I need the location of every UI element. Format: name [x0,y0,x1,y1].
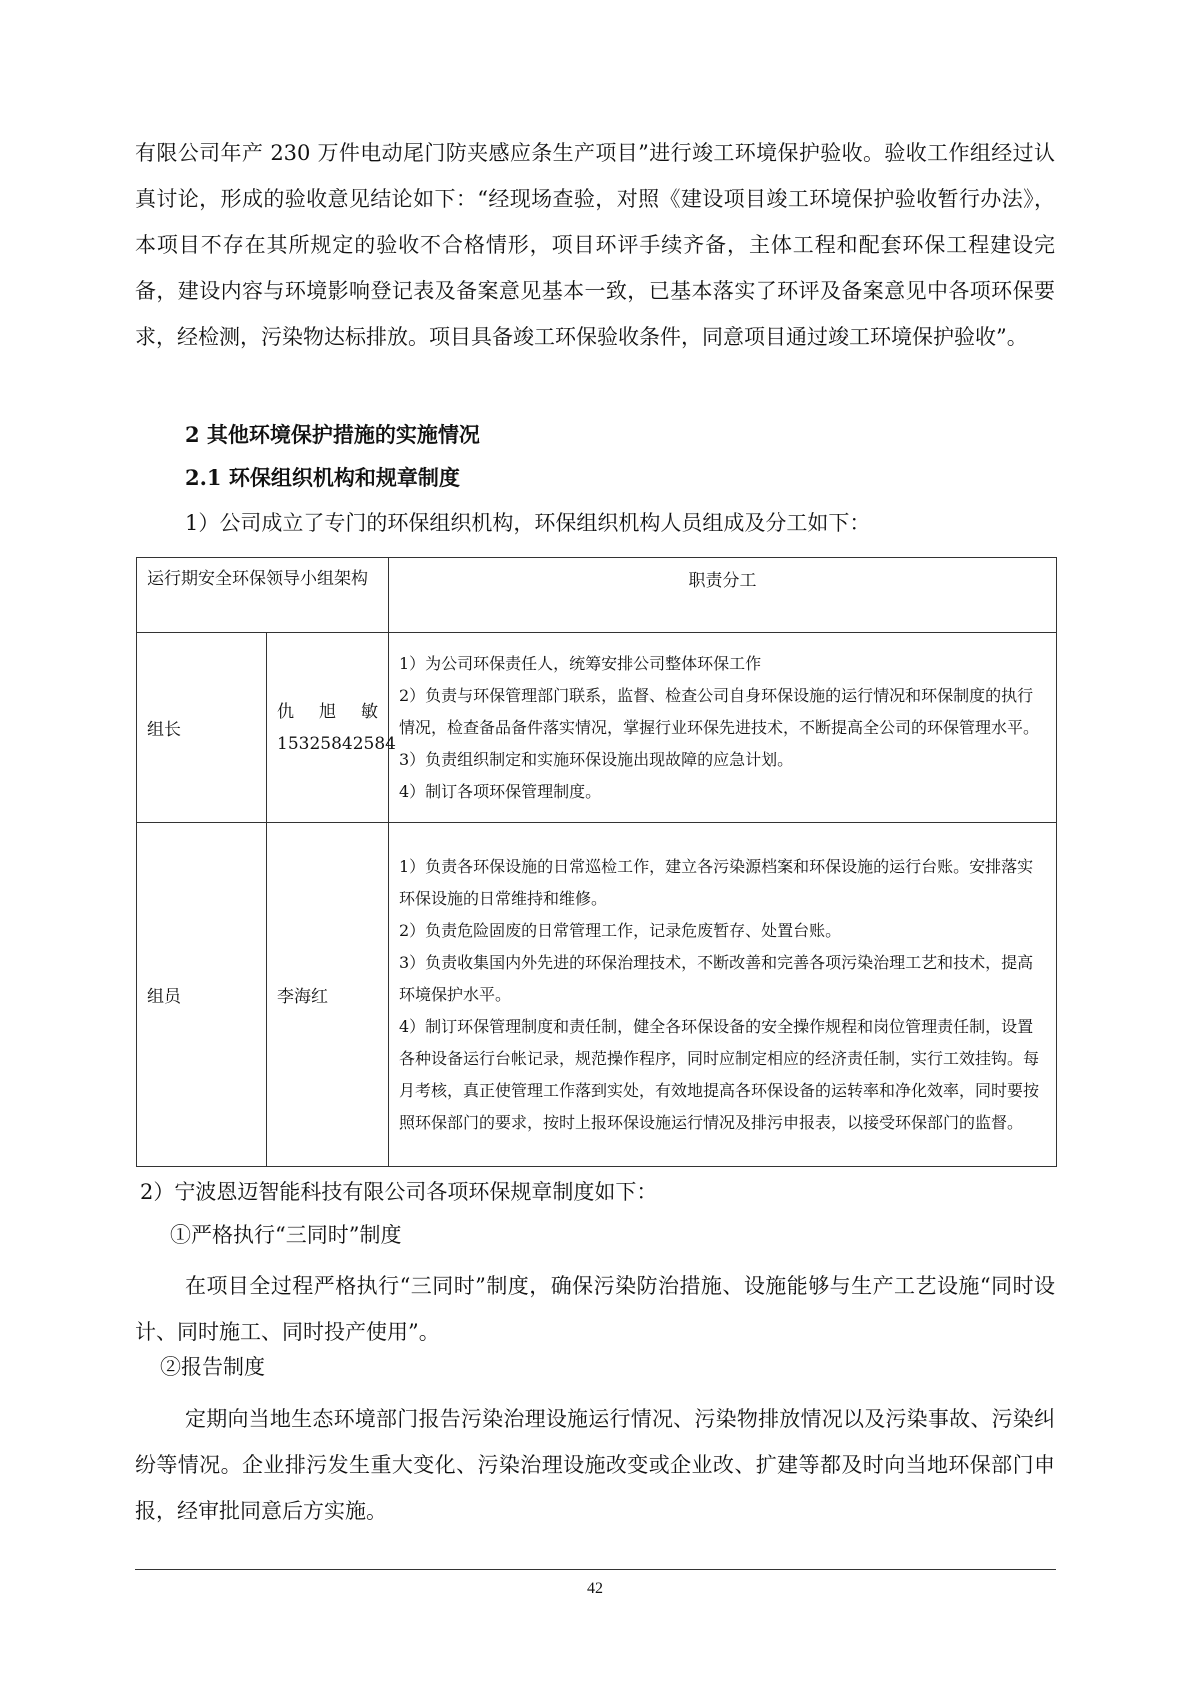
rule-1-text: 在项目全过程严格执行“三同时”制度，确保污染防治措施、设施能够与生产工艺设施“同时设计、同时施工、同时投产使用”。 [135,1274,1055,1344]
name-cell [267,633,396,823]
table-row [137,633,1057,823]
member-name: 仇 旭 敏 [277,701,378,722]
header-right-cell: 职责分工 [389,558,1057,633]
item-1-text: 1）公司成立了专门的环保组织机构，环保组织机构人员组成及分工如下： [185,511,871,535]
member-phone: 15325842584 [277,733,396,754]
duty-item: 4）制订各项环保管理制度。 [399,781,602,801]
name-cell: 李海红 [267,823,389,1167]
org-table [136,557,1057,1167]
duty-item: 2）负责危险固废的日常管理工作，记录危废暂存、处置台账。 [399,920,842,940]
duty-item: 3）负责组织制定和实施环保设施出现故障的应急计划。 [399,749,794,769]
page-number: 42 [587,1580,603,1597]
section-heading: 2 其他环境保护措施的实施情况 [185,422,480,447]
footer-divider [135,1569,1056,1570]
intro-paragraph: 有限公司年产 230 万件电动尾门防夹感应条生产项目”进行竣工环境保护验收。验收工作组经过认真讨论，形成的验收意见结论如下：“经现场查验，对照《建设项目竣工环境保护验收暂行办法》，本项目不存在其所规定的验收不合格情形，项目环评手续齐备，主体工程和配套环保工程建设完备，建设内容与环境影响登记表及备案意见基本一致，已基本落实了环评及备案意见中各项环保要求，经检测，污染物达标排放。项目具备竣工环保验收条件，同意项目通过竣工环境保护验收”。 [135,141,1055,349]
role-cell: 组长 [137,633,267,823]
duty-item: 2）负责与环保管理部门联系，监督、检查公司自身环保设施的运行情况和环保制度的执行情况，检查备品备件落实情况，掌握行业环保先进技术，不断提高全公司的环保管理水平。 [399,685,1040,737]
rule-2-title: ②报告制度 [160,1355,265,1379]
duty-item: 1）负责各环保设施的日常巡检工作，建立各污染源档案和环保设施的运行台账。安排落实环保设施的日常维持和维修。 [399,856,1034,908]
header-left-cell: 运行期安全环保领导小组架构 [137,558,389,633]
duty-item: 3）负责收集国内外先进的环保治理技术，不断改善和完善各项污染治理工艺和技术，提高环境保护水平。 [399,952,1034,1004]
duties-cell [389,823,1057,1167]
rule-1-title: ①严格执行“三同时”制度 [170,1223,402,1247]
duty-item: 4）制订环保管理制度和责任制，健全各环保设备的安全操作规程和岗位管理责任制，设置各种设备运行台帐记录，规范操作程序，同时应制定相应的经济责任制，实行工效挂钩。每月考核，真正使管理工作落到实处，有效地提高各环保设备的运转率和净化效率，同时要按照环保部门的要求，按时上报环保设施运行情况及排污申报表，以接受环保部门的监督。 [399,1016,1040,1132]
role-cell: 组员 [137,823,267,1167]
duties-cell [389,633,1057,823]
item-2-text: 2）宁波恩迈智能科技有限公司各项环保规章制度如下： [140,1180,658,1204]
table-row [137,823,1057,1167]
subsection-heading: 2.1 环保组织机构和规章制度 [185,465,460,490]
duty-item: 1）为公司环保责任人，统筹安排公司整体环保工作 [399,653,762,673]
table-header-row [137,558,1057,633]
rule-2-text: 定期向当地生态环境部门报告污染治理设施运行情况、污染物排放情况以及污染事故、污染纠纷等情况。企业排污发生重大变化、污染治理设施改变或企业改、扩建等都及时向当地环保部门申报，经审批同意后方实施。 [135,1407,1055,1523]
